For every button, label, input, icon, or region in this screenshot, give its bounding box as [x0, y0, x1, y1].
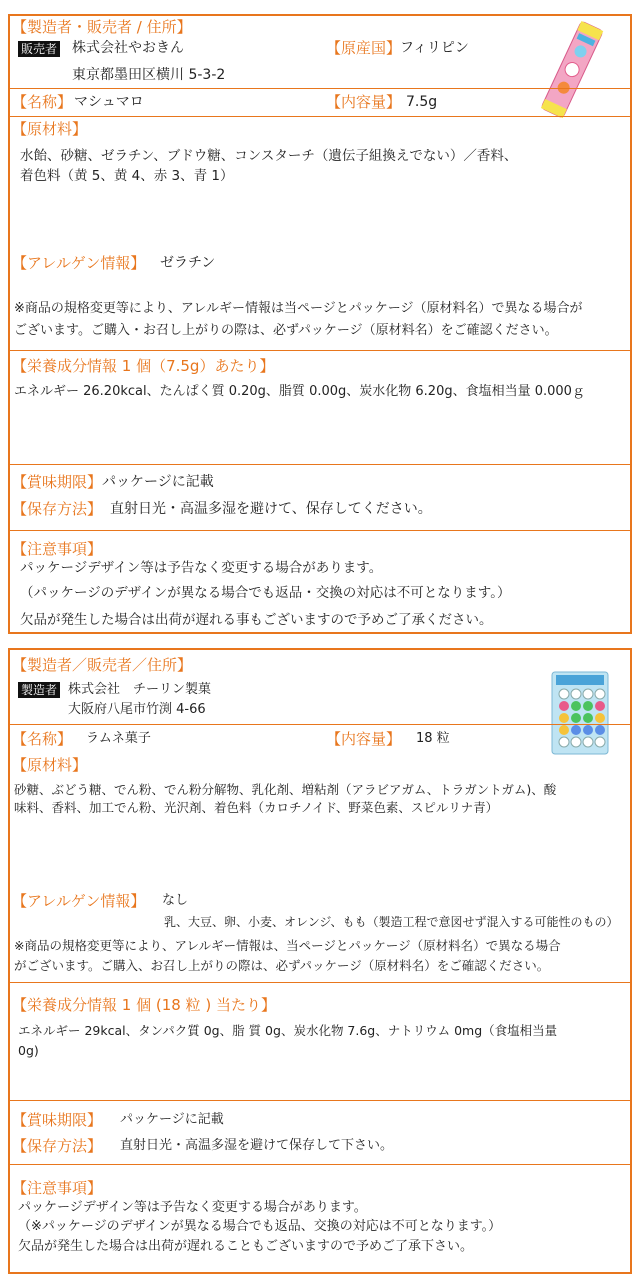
allergy-notice-line: ※商品の規格変更等により、アレルギー情報は当ページとパッケージ（原材料名）で異なる場合が	[14, 301, 583, 316]
caution-label: 【注意事項】	[12, 1179, 103, 1197]
marshmallow-product-image	[518, 20, 628, 120]
ingredients-label: 【原材料】	[12, 120, 88, 138]
expiry-label: 【賞味期限】	[12, 1111, 103, 1129]
nutrition-label: 【栄養成分情報 1 個 (18 粒 ) 当たり】	[12, 996, 276, 1014]
allergy-notice-line: ございます。ご購入・お召し上がりの際は、必ずパッケージ（原材料名）をご確認ください。	[14, 323, 558, 338]
allergen-value: なし	[162, 893, 189, 908]
allergy-notice-line: ※商品の規格変更等により、アレルギー情報は、当ページとパッケージ（原材料名）で異なる場合	[14, 938, 561, 953]
volume-value: 18 粒	[416, 731, 450, 746]
ingredients-line: 砂糖、ぶどう糖、でん粉、でん粉分解物、乳化剤、増粘剤（アラビアガム、トラガントガム)、酸	[14, 782, 557, 797]
ingredients-line: 味料、香料、加工でん粉、光沢剤、着色料（カロチノイド、野菜色素、スピルリナ青）	[14, 800, 499, 815]
volume-value: 7.5g	[406, 94, 438, 110]
ingredients-line: 水飴、砂糖、ゼラチン、ブドウ糖、コンスターチ（遺伝子組換えでない）／香料、	[20, 148, 518, 164]
storage-label: 【保存方法】	[12, 500, 103, 518]
origin-value: フィリピン	[400, 40, 469, 56]
volume-label: 【内容量】	[326, 730, 402, 748]
ramune-product-image	[550, 670, 610, 756]
caution-label: 【注意事項】	[12, 540, 103, 558]
storage-label: 【保存方法】	[12, 1137, 103, 1155]
name-value: マシュマロ	[74, 94, 144, 110]
nutrition-value: エネルギー 26.20kcal、たんぱく質 0.20g、脂質 0.00g、炭水化物 6.20g、食塩相当量 0.000ｇ	[14, 384, 585, 399]
caution-line: パッケージデザイン等は予告なく変更する場合があります。	[18, 1200, 367, 1215]
caution-line: 欠品が発生した場合は出荷が遅れることもございますので予めご了承下さい。	[18, 1239, 474, 1254]
maker-address: 大阪府八尾市竹渕 4-66	[68, 702, 206, 717]
nutrition-label: 【栄養成分情報 1 個（7.5g）あたり】	[12, 357, 275, 375]
expiry-label: 【賞味期限】	[12, 473, 103, 491]
name-value: ラムネ菓子	[86, 731, 151, 746]
allergy-notice-line: がございます。ご購入、お召し上がりの際は、必ずパッケージ（原材料名）をご確認ください。	[14, 958, 550, 973]
storage-value: 直射日光・高温多湿を避けて保存して下さい。	[120, 1138, 394, 1153]
name-label: 【名称】	[12, 93, 73, 111]
allergen-value: ゼラチン	[160, 255, 216, 271]
maker-name: 株式会社やおきん	[72, 40, 184, 56]
nutrition-line: 0g)	[18, 1043, 39, 1058]
seller-badge: 販売者	[18, 41, 60, 57]
allergen-note: 乳、大豆、卵、小麦、オレンジ、もも（製造工程で意図せず混入する可能性のもの）	[164, 915, 619, 929]
allergen-label: 【アレルゲン情報】	[12, 254, 146, 272]
ingredients-label: 【原材料】	[12, 756, 88, 774]
maker-header: 【製造者・販売者 / 住所】	[12, 18, 192, 36]
maker-address: 東京都墨田区横川 5-3-2	[72, 67, 226, 83]
expiry-value: パッケージに記載	[120, 1112, 224, 1127]
name-label: 【名称】	[12, 730, 73, 748]
product-card-ramune	[8, 648, 632, 1274]
nutrition-line: エネルギー 29kcal、タンパク質 0g、脂 質 0g、炭水化物 7.6g、ナトリウム 0mg（食塩相当量	[18, 1023, 558, 1038]
volume-label: 【内容量】	[326, 93, 402, 111]
maker-header: 【製造者／販売者／住所】	[12, 656, 193, 674]
caution-line: パッケージデザイン等は予告なく変更する場合があります。	[20, 560, 383, 576]
ingredients-line: 着色料（黄 5、黄 4、赤 3、青 1）	[20, 168, 234, 184]
product-card-marshmallow	[8, 14, 632, 634]
allergen-label: 【アレルゲン情報】	[12, 892, 146, 910]
caution-line: （パッケージのデザインが異なる場合でも返品・交換の対応は不可となります。）	[20, 585, 511, 601]
manufacturer-badge: 製造者	[18, 682, 60, 698]
caution-line: 欠品が発生した場合は出荷が遅れる事もございますので予めご了承ください。	[20, 612, 493, 628]
caution-line: （※パッケージのデザインが異なる場合でも返品、交換の対応は不可となります。）	[18, 1219, 502, 1234]
expiry-value: パッケージに記載	[102, 474, 214, 490]
origin-label: 【原産国】	[326, 39, 402, 57]
maker-name: 株式会社 チーリン製菓	[68, 682, 212, 697]
storage-value: 直射日光・高温多湿を避けて、保存してください。	[110, 501, 432, 517]
